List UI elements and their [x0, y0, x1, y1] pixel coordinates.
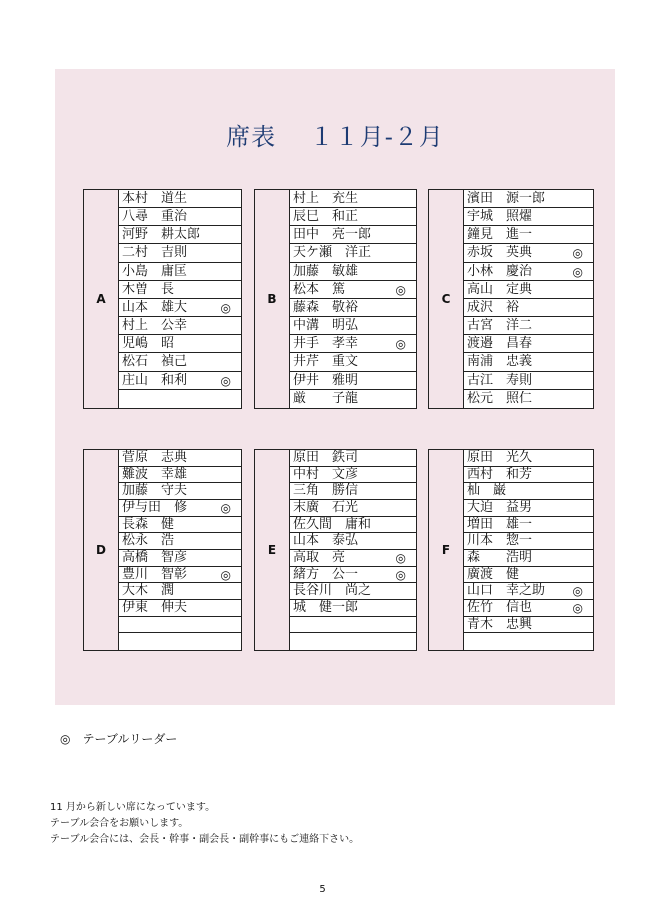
member-row: [119, 617, 241, 634]
member-name: 二村 吉則: [122, 245, 188, 261]
member-name: 松永 浩: [122, 533, 175, 549]
member-name: 厳 子龍: [293, 390, 359, 406]
member-name: 加藤 敏雄: [293, 263, 359, 279]
member-row: [119, 567, 241, 584]
member-row: [119, 299, 241, 317]
table-label: E: [255, 450, 290, 650]
member-name: 高取 亮: [293, 549, 346, 565]
member-name: 天ケ瀬 洋正: [293, 245, 372, 261]
member-row: [464, 390, 593, 408]
member-row: [119, 281, 241, 299]
member-name: 豊川 智彰: [122, 566, 188, 582]
member-name: 山本 雄大: [122, 299, 188, 315]
member-name: 末廣 石光: [293, 499, 359, 515]
member-name: 大木 潤: [122, 583, 175, 599]
member-row: [119, 390, 241, 408]
member-row: [119, 500, 241, 517]
member-row: [290, 467, 416, 484]
member-name: 八尋 重治: [122, 209, 188, 225]
member-name: 村上 充生: [293, 191, 359, 206]
member-name: 難波 幸雄: [122, 466, 188, 482]
member-row: [290, 500, 416, 517]
member-row: [290, 190, 416, 208]
table-label: A: [84, 190, 119, 408]
member-row: [119, 208, 241, 226]
member-name: 増田 雄一: [467, 516, 533, 532]
member-row: [119, 483, 241, 500]
member-row: [464, 208, 593, 226]
member-row: [290, 450, 416, 467]
member-row: [290, 583, 416, 600]
member-row: [119, 583, 241, 600]
leader-mark-icon: ◎: [395, 282, 406, 297]
member-row: [119, 353, 241, 371]
member-name: 長森 健: [122, 516, 175, 532]
leader-mark-icon: ◎: [220, 500, 231, 515]
member-name: 加藤 守夫: [122, 483, 188, 499]
member-row: [290, 244, 416, 262]
member-name: 中村 文彦: [293, 466, 359, 482]
seating-table-b: [254, 189, 417, 409]
table-label: F: [429, 450, 464, 650]
member-name: 南浦 忠義: [467, 354, 533, 370]
member-name: 井芹 重文: [293, 354, 359, 370]
note-line: テーブル会合には、会長・幹事・副会長・副幹事にもご連絡下さい。: [50, 834, 360, 845]
member-row: [464, 600, 593, 617]
member-name: 伊東 伸夫: [122, 599, 188, 615]
member-row: [290, 567, 416, 584]
member-name: 大迫 益男: [467, 499, 533, 515]
table-rows: [290, 190, 416, 408]
member-row: [464, 299, 593, 317]
notes: [50, 800, 359, 848]
table-label: D: [84, 450, 119, 650]
member-name: 伊与田 修: [122, 499, 188, 515]
leader-mark-icon: ◎: [395, 337, 406, 352]
table-rows: [464, 450, 593, 650]
member-name: 高山 定典: [467, 281, 533, 297]
member-row: [464, 226, 593, 244]
member-row: [290, 390, 416, 408]
member-row: [290, 550, 416, 567]
seating-table-c: [428, 189, 594, 409]
member-row: [464, 244, 593, 262]
member-name: 村上 公幸: [122, 318, 188, 334]
leader-mark-icon: ◎: [220, 373, 231, 388]
member-name: 松本 篤: [293, 281, 346, 297]
member-row: [464, 353, 593, 371]
member-row: [119, 633, 241, 650]
page-title: 席表 １１月-２月: [226, 123, 444, 151]
member-row: [464, 533, 593, 550]
member-name: 廣渡 健: [467, 566, 520, 582]
member-row: [464, 467, 593, 484]
member-row: [464, 567, 593, 584]
member-name: 青木 忠興: [467, 616, 533, 632]
member-row: [119, 226, 241, 244]
member-name: 鐘見 進一: [467, 227, 533, 243]
member-name: 山口 幸之助: [467, 583, 546, 599]
leader-mark-icon: ◎: [395, 550, 406, 565]
member-row: [119, 190, 241, 208]
member-name: 佐久間 庸和: [293, 516, 372, 532]
member-row: [119, 263, 241, 281]
member-row: [290, 372, 416, 390]
member-name: 小林 慶治: [467, 263, 533, 279]
member-row: [290, 208, 416, 226]
member-row: [290, 317, 416, 335]
member-row: [464, 550, 593, 567]
table-rows: [464, 190, 593, 408]
member-row: [290, 633, 416, 650]
member-row: [464, 281, 593, 299]
member-row: [464, 483, 593, 500]
member-name: 井手 孝幸: [293, 336, 359, 352]
member-row: [119, 450, 241, 467]
leader-mark-icon: ◎: [572, 600, 583, 615]
member-name: 伊井 雅明: [293, 372, 359, 388]
member-row: [290, 533, 416, 550]
member-row: [119, 533, 241, 550]
table-rows: [290, 450, 416, 650]
member-name: 中溝 明弘: [293, 318, 359, 334]
member-row: [119, 372, 241, 390]
member-row: [290, 600, 416, 617]
member-name: 宇城 照燿: [467, 209, 533, 225]
seating-table-a: [83, 189, 242, 409]
member-row: [464, 335, 593, 353]
member-row: [119, 550, 241, 567]
member-row: [290, 335, 416, 353]
member-name: 城 健一郎: [293, 599, 359, 615]
seating-table-d: [83, 449, 242, 651]
legend: ◎ テーブルリーダー: [60, 732, 178, 746]
member-row: [119, 244, 241, 262]
member-name: 西村 和芳: [467, 466, 533, 482]
member-name: 松石 禎己: [122, 354, 188, 370]
member-row: [290, 353, 416, 371]
member-row: [290, 263, 416, 281]
member-name: 杣 巌: [467, 483, 507, 499]
member-row: [464, 263, 593, 281]
member-row: [119, 467, 241, 484]
leader-mark-icon: ◎: [572, 584, 583, 599]
table-label: C: [429, 190, 464, 408]
member-name: 成沢 裕: [467, 299, 520, 315]
member-name: 川本 惣一: [467, 533, 533, 549]
member-row: [119, 517, 241, 534]
seating-table-e: [254, 449, 417, 651]
member-name: 緒方 公一: [293, 566, 359, 582]
member-row: [290, 226, 416, 244]
member-name: 藤森 敬裕: [293, 299, 359, 315]
member-name: 佐竹 信也: [467, 599, 533, 615]
seating-table-f: [428, 449, 594, 651]
member-name: 松元 照仁: [467, 390, 533, 406]
member-name: 古宮 洋二: [467, 318, 533, 334]
leader-mark-icon: ◎: [220, 567, 231, 582]
member-row: [464, 450, 593, 467]
table-label: B: [255, 190, 290, 408]
member-name: 小島 庸匡: [122, 263, 188, 279]
member-row: [290, 483, 416, 500]
member-row: [464, 583, 593, 600]
member-name: 山本 泰弘: [293, 533, 359, 549]
leader-mark-icon: ◎: [572, 264, 583, 279]
member-name: 渡邉 昌春: [467, 336, 533, 352]
member-name: 木曽 長: [122, 281, 175, 297]
member-row: [464, 517, 593, 534]
member-row: [119, 600, 241, 617]
leader-mark-icon: ◎: [220, 300, 231, 315]
member-name: 三角 勝信: [293, 483, 359, 499]
table-rows: [119, 190, 241, 408]
leader-mark-icon: ◎: [395, 567, 406, 582]
note-line: 11 月から新しい席になっています。: [50, 802, 216, 813]
table-rows: [119, 450, 241, 650]
member-row: [464, 617, 593, 634]
member-name: 濱田 源一郎: [467, 191, 546, 206]
member-name: 田中 亮一郎: [293, 227, 372, 243]
member-row: [119, 335, 241, 353]
member-row: [464, 317, 593, 335]
member-name: 原田 鉄司: [293, 450, 359, 465]
member-row: [464, 190, 593, 208]
member-name: 庄山 和利: [122, 372, 188, 388]
member-row: [464, 500, 593, 517]
member-row: [464, 633, 593, 650]
member-name: 辰巳 和正: [293, 209, 359, 225]
member-name: 河野 耕太郎: [122, 227, 201, 243]
member-name: 本村 道生: [122, 191, 188, 206]
member-name: 長谷川 尚之: [293, 583, 372, 599]
note-line: テーブル会合をお願いします。: [50, 818, 189, 829]
member-name: 赤坂 英典: [467, 245, 533, 261]
member-name: 原田 光久: [467, 450, 533, 465]
member-name: 森 浩明: [467, 549, 533, 565]
member-row: [119, 317, 241, 335]
member-row: [290, 517, 416, 534]
page-number: 5: [319, 884, 326, 895]
member-row: [290, 299, 416, 317]
member-row: [290, 617, 416, 634]
member-row: [464, 372, 593, 390]
leader-mark-icon: ◎: [572, 246, 583, 261]
member-name: 高橋 智彦: [122, 549, 188, 565]
member-name: 児嶋 昭: [122, 336, 175, 352]
member-name: 菅原 志典: [122, 450, 188, 465]
member-row: [290, 281, 416, 299]
member-name: 古江 寿則: [467, 372, 533, 388]
